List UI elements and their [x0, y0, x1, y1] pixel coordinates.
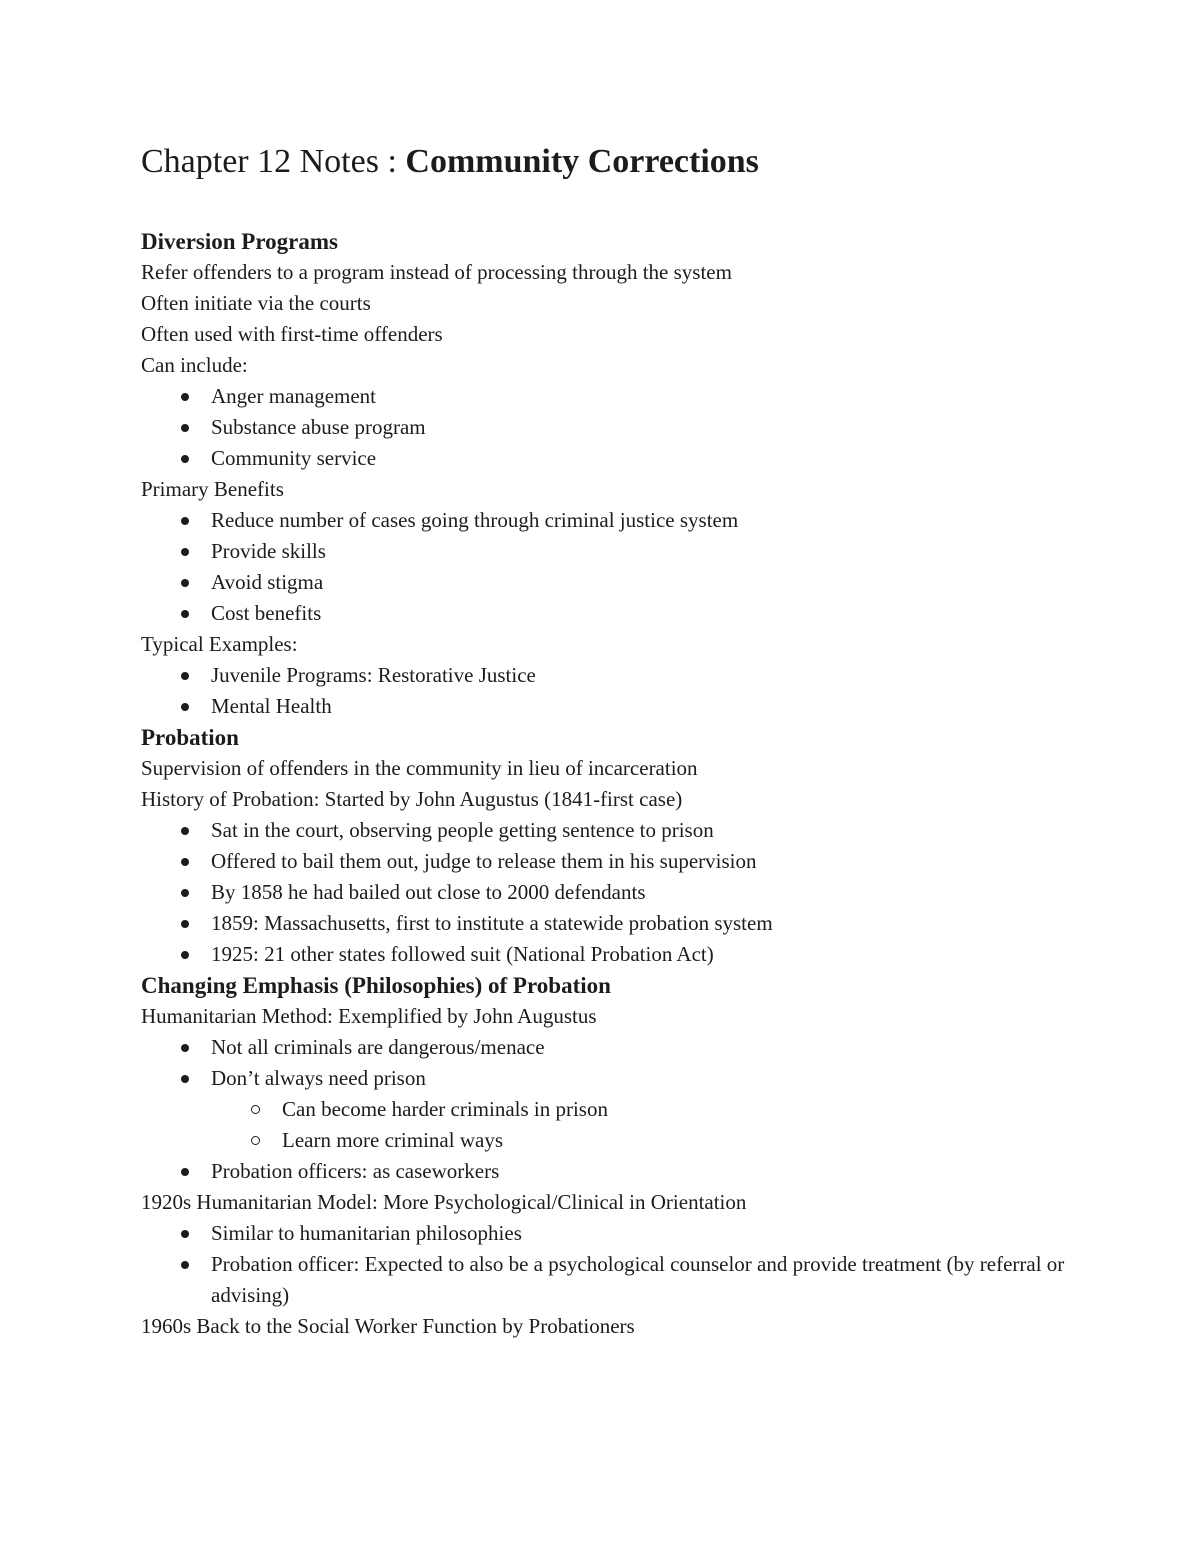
list-item: Sat in the court, observing people getting sentence to prison [141, 815, 1071, 846]
list-item: Reduce number of cases going through criminal justice system [141, 505, 1071, 536]
list-item: Avoid stigma [141, 567, 1071, 598]
list-item: Similar to humanitarian philosophies [141, 1218, 1071, 1249]
diversion-line: Often used with first-time offenders [141, 322, 443, 346]
list-item: Anger management [141, 381, 1071, 412]
model-1920-list [141, 1218, 1071, 1311]
include-list [141, 381, 1071, 474]
model-1960-label: 1960s Back to the Social Worker Function by Probationers [141, 1314, 635, 1338]
title-bold: Community Corrections [405, 143, 759, 180]
list-item: 1859: Massachusetts, first to institute a statewide probation system [141, 908, 1071, 939]
history-list [141, 815, 1071, 970]
benefits-label: Primary Benefits [141, 477, 284, 501]
probation-line: Supervision of offenders in the community in lieu of incarceration [141, 756, 698, 780]
list-item: 1925: 21 other states followed suit (National Probation Act) [141, 939, 1071, 970]
title-prefix: Chapter 12 Notes : [141, 143, 406, 180]
probation-line: History of Probation: Started by John Augustus (1841-first case) [141, 787, 683, 811]
list-item: Not all criminals are dangerous/menace [141, 1032, 1071, 1063]
page-title [141, 138, 1071, 186]
sub-list-item: Learn more criminal ways [141, 1125, 1071, 1156]
list-item: Substance abuse program [141, 412, 1071, 443]
list-item: Mental Health [141, 691, 1071, 722]
diversion-line: Often initiate via the courts [141, 291, 371, 315]
examples-label: Typical Examples: [141, 632, 298, 656]
diversion-line: Can include: [141, 353, 248, 377]
model-1920-label: 1920s Humanitarian Model: More Psychological/Clinical in Orientation [141, 1190, 747, 1214]
list-item: Probation officers: as caseworkers [141, 1156, 1071, 1187]
examples-list [141, 660, 1071, 722]
notes-content [141, 138, 1071, 1342]
list-item: By 1858 he had bailed out close to 2000 defendants [141, 877, 1071, 908]
list-item: Offered to bail them out, judge to release them in his supervision [141, 846, 1071, 877]
section-heading-diversion: Diversion Programs [141, 229, 338, 254]
humanitarian-label: Humanitarian Method: Exemplified by John Augustus [141, 1004, 597, 1028]
list-item: Juvenile Programs: Restorative Justice [141, 660, 1071, 691]
list-item: Provide skills [141, 536, 1071, 567]
humanitarian-list [141, 1032, 1071, 1187]
diversion-line: Refer offenders to a program instead of processing through the system [141, 260, 732, 284]
section-heading-emphasis: Changing Emphasis (Philosophies) of Probation [141, 973, 611, 998]
sub-list-item: Can become harder criminals in prison [141, 1094, 1071, 1125]
section-heading-probation: Probation [141, 725, 239, 750]
list-item: Probation officer: Expected to also be a psychological counselor and provide treatment (by referral or advising) [141, 1249, 1071, 1311]
list-item: Cost benefits [141, 598, 1071, 629]
benefits-list [141, 505, 1071, 629]
list-item: Community service [141, 443, 1071, 474]
list-item: Don’t always need prison [141, 1063, 1071, 1094]
